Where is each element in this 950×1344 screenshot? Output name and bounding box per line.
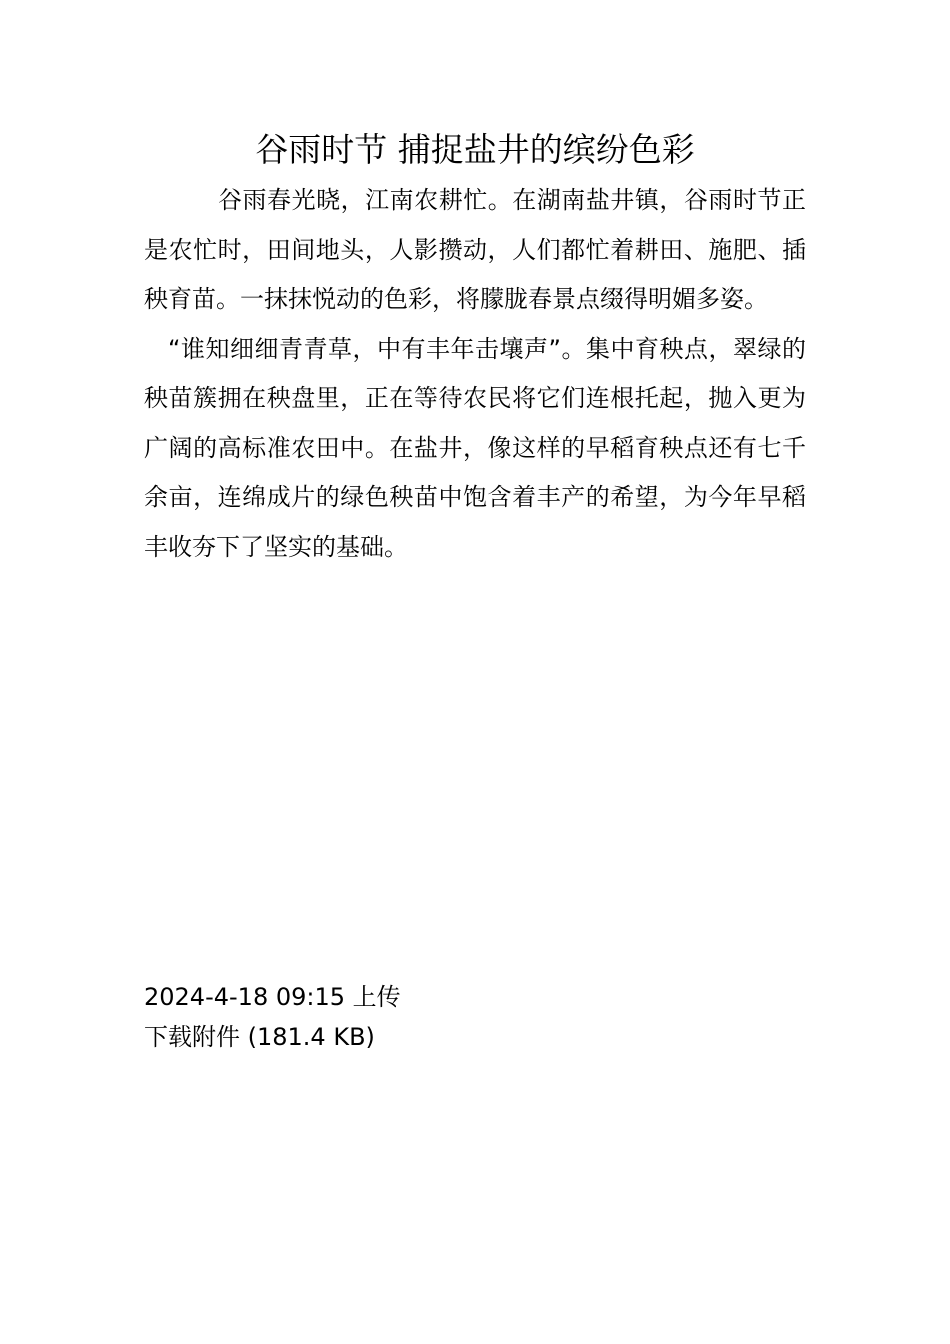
article-paragraph-1: 谷雨春光晓，江南农耕忙。在湖南盐井镇，谷雨时节正是农忙时，田间地头，人影攒动，人们都忙着耕田、施肥、插秧育苗。一抹抹悦动的色彩，将朦胧春景点缀得明媚多姿。 <box>144 186 806 313</box>
article-body <box>144 176 806 572</box>
download-attachment-link[interactable]: 下载附件 (181.4 KB) <box>144 1023 375 1051</box>
attachment-info <box>144 978 806 1058</box>
upload-timestamp: 2024-4-18 09:15 上传 <box>144 983 401 1011</box>
article-paragraph-2: “谁知细细青青草，中有丰年击壤声”。集中育秧点，翠绿的秧苗簇拥在秧盘里，正在等待农民将它们连根托起，抛入更为广阔的高标准农田中。在盐井，像这样的早稻育秧点还有七千余亩，连绵成片的绿色秧苗中饱含着丰产的希望，为今年早稻丰收夯下了坚实的基础。 <box>144 334 806 561</box>
download-attachment-row <box>144 1018 806 1056</box>
article-title: 谷雨时节 捕捉盐井的缤纷色彩 <box>255 130 695 169</box>
